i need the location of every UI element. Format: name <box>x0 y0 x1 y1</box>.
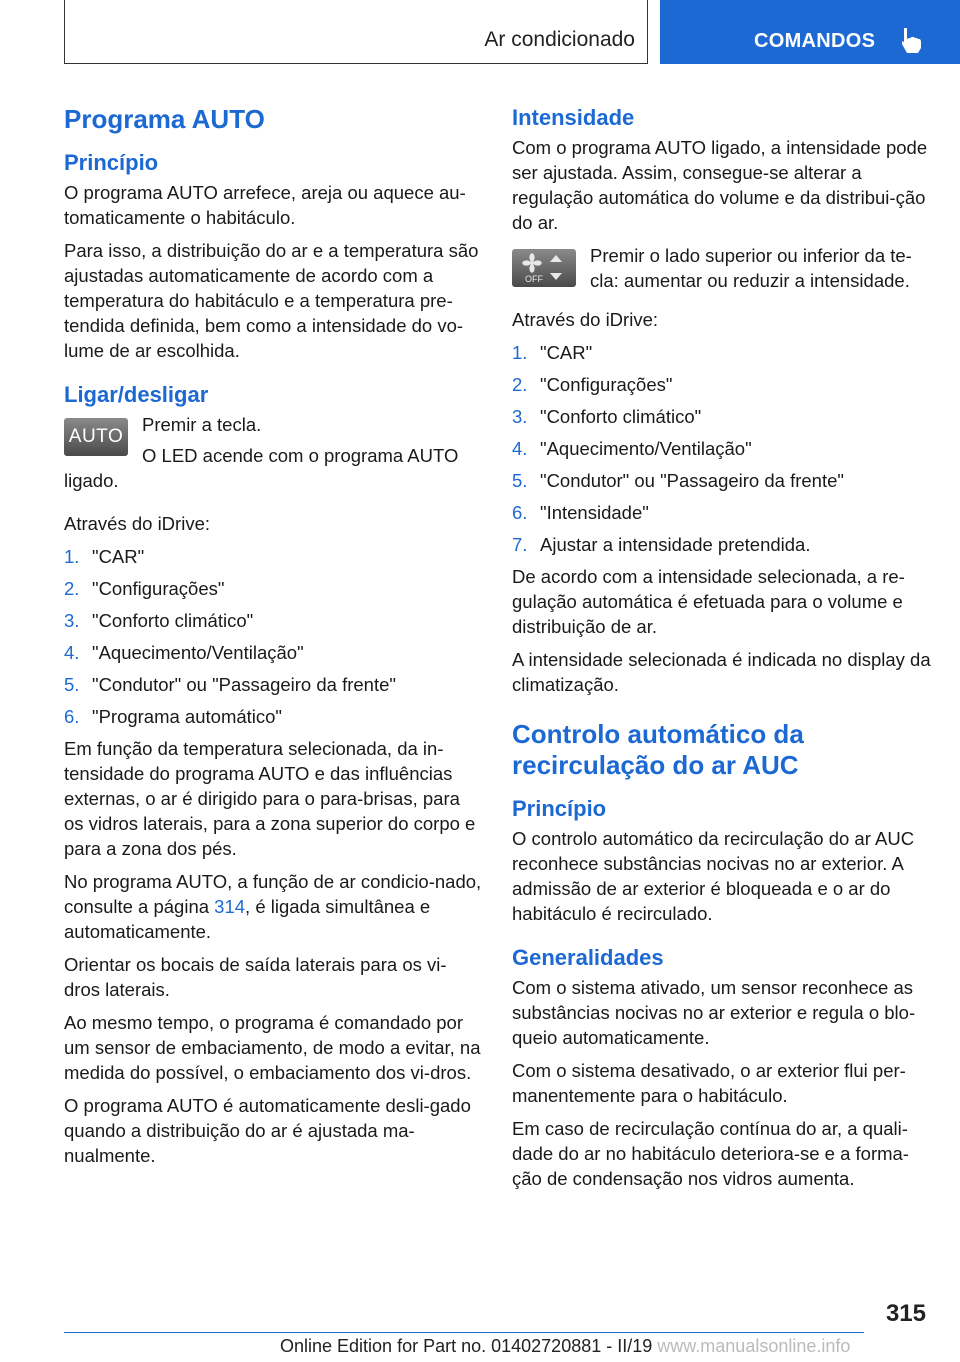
paragraph: O programa AUTO é automaticamente desli-gado quando a distribuição do ar é ajustada ma-nualmente. <box>64 1095 471 1166</box>
footer-watermark: www.manualsonline.info <box>657 1336 851 1356</box>
subsection-title-ligar-desligar: Ligar/desligar <box>64 382 209 407</box>
header-section-title: Ar condicionado <box>484 28 635 51</box>
paragraph: Com o programa AUTO ligado, a intensidade pode ser ajustada. Assim, consegue-se alterar a regulação automática do volume e da distribui-ção do ar. <box>512 137 928 233</box>
step-text: "Aquecimento/Ventilação" <box>540 438 752 459</box>
pointing-hand-icon <box>898 26 924 54</box>
list-item <box>64 608 482 633</box>
footer-edition <box>280 1336 850 1357</box>
paragraph: Com o sistema desativado, o ar exterior flui per-manentemente para o habitáculo. <box>512 1060 906 1106</box>
paragraph: Com o sistema ativado, um sensor reconhece as substâncias nocivas no ar exterior e regula o blo-queio automaticamente. <box>512 977 916 1048</box>
list-item <box>64 640 482 665</box>
fan-button-instruction <box>512 243 932 299</box>
subsection-title-intensidade: Intensidade <box>512 105 635 130</box>
paragraph: Premir o lado superior ou inferior da te-cla: aumentar ou reduzir a intensidade. <box>590 245 912 291</box>
paragraph: Orientar os bocais de saída laterais para os vi-dros laterais. <box>64 954 447 1000</box>
step-number: 6. <box>64 706 80 727</box>
section-title-programa-auto: Programa AUTO <box>64 104 265 134</box>
step-text: "Programa automático" <box>92 706 282 727</box>
paragraph: De acordo com a intensidade selecionada, a re-gulação automática é efetuada para o volume e distribuição de ar. <box>512 566 905 637</box>
subsection-title-principio: Princípio <box>512 796 607 821</box>
step-number: 2. <box>64 578 80 599</box>
list-item <box>512 340 932 365</box>
left-column <box>64 100 482 1176</box>
fan-icon <box>512 249 576 287</box>
page-reference-link[interactable]: 314 <box>214 896 246 917</box>
step-text: "CAR" <box>92 546 145 567</box>
step-text: "Condutor" ou "Passageiro da frente" <box>540 470 844 491</box>
paragraph: Premir a tecla. <box>142 414 262 435</box>
step-text: "Aquecimento/Ventilação" <box>92 642 304 663</box>
step-number: 3. <box>512 406 528 427</box>
step-number: 3. <box>64 610 80 631</box>
paragraph-ac-reference <box>64 869 482 944</box>
header-section-box <box>64 0 648 64</box>
list-item <box>64 544 482 569</box>
step-number: 4. <box>64 642 80 663</box>
step-text: "Configurações" <box>540 374 673 395</box>
list-item <box>64 672 482 697</box>
list-item <box>512 404 932 429</box>
footer-edition-text: Online Edition for Part no. 01402720881 - II/19 <box>280 1336 653 1356</box>
step-text: Ajustar a intensidade pretendida. <box>540 534 811 555</box>
paragraph: O LED acende com o programa AUTO ligado. <box>64 445 459 491</box>
paragraph: O controlo automático da recirculação do ar AUC reconhece substâncias nocivas no ar exterior. A admissão de ar exterior é bloqueada e o ar do habitáculo é recirculado. <box>512 828 915 924</box>
list-item <box>64 576 482 601</box>
page-number: 315 <box>885 1300 926 1327</box>
text-segment: , é ligada simultânea e automaticamente. <box>64 896 431 942</box>
section-title-auc: Controlo automático da recirculação do ar AUC <box>512 719 804 780</box>
header-chapter-title: COMANDOS <box>754 30 876 52</box>
paragraph: Para isso, a distribuição do ar e a temperatura são ajustadas automaticamente de acordo com a temperatura do habitáculo e a temperatura pre-tendida definida, bem como a intensidade do vo-lume de ar escolhida. <box>64 240 479 361</box>
subsection-title-generalidades: Generalidades <box>512 945 664 970</box>
step-number: 5. <box>512 470 528 491</box>
header-chapter-tab[interactable] <box>660 0 960 64</box>
list-item <box>512 468 932 493</box>
step-number: 5. <box>64 674 80 695</box>
fan-intensity-button-icon <box>512 249 576 287</box>
step-text: "Conforto climático" <box>540 406 702 427</box>
list-item <box>64 704 482 729</box>
footer-divider <box>64 1332 864 1333</box>
list-item <box>512 372 932 397</box>
step-text: "Intensidade" <box>540 502 649 523</box>
step-number: 1. <box>512 342 528 363</box>
idrive-steps-list <box>512 340 932 557</box>
step-number: 2. <box>512 374 528 395</box>
paragraph: Ao mesmo tempo, o programa é comandado por um sensor de embaciamento, de modo a evitar, na medida do possível, o embaciamento dos vi-dros. <box>64 1012 481 1083</box>
step-number: 4. <box>512 438 528 459</box>
fan-off-label: OFF <box>525 274 543 284</box>
step-text: "Condutor" ou "Passageiro da frente" <box>92 674 396 695</box>
list-item <box>512 500 932 525</box>
step-text: "CAR" <box>540 342 593 363</box>
idrive-intro: Através do iDrive: <box>64 513 210 534</box>
auto-button-instruction <box>64 412 482 499</box>
paragraph: Em caso de recirculação contínua do ar, a quali-dade do ar no habitáculo deteriora-se e a forma-ção de condensação nos vidros aumenta. <box>512 1118 909 1189</box>
auto-button-icon <box>64 418 128 456</box>
idrive-intro: Através do iDrive: <box>512 309 658 330</box>
list-item <box>512 436 932 461</box>
paragraph: O programa AUTO arrefece, areja ou aquece au-tomaticamente o habitáculo. <box>64 182 466 228</box>
step-number: 1. <box>64 546 80 567</box>
step-text: "Configurações" <box>92 578 225 599</box>
subsection-title-principio: Princípio <box>64 150 159 175</box>
list-item <box>512 532 932 557</box>
step-number: 6. <box>512 502 528 523</box>
step-number: 7. <box>512 534 528 555</box>
paragraph: A intensidade selecionada é indicada no display da climatização. <box>512 649 931 695</box>
text-segment: No programa AUTO, a função de ar condicio-nado, consulte a página <box>64 871 482 917</box>
paragraph: Em função da temperatura selecionada, da in-tensidade do programa AUTO e das influências externas, o ar é dirigido para o para-brisas, para os vidros laterais, para a zona superior do corpo e para a zona dos pés. <box>64 738 476 859</box>
auto-button-label: AUTO <box>68 426 124 447</box>
right-column <box>512 100 932 1199</box>
idrive-steps-list <box>64 544 482 729</box>
step-text: "Conforto climático" <box>92 610 254 631</box>
